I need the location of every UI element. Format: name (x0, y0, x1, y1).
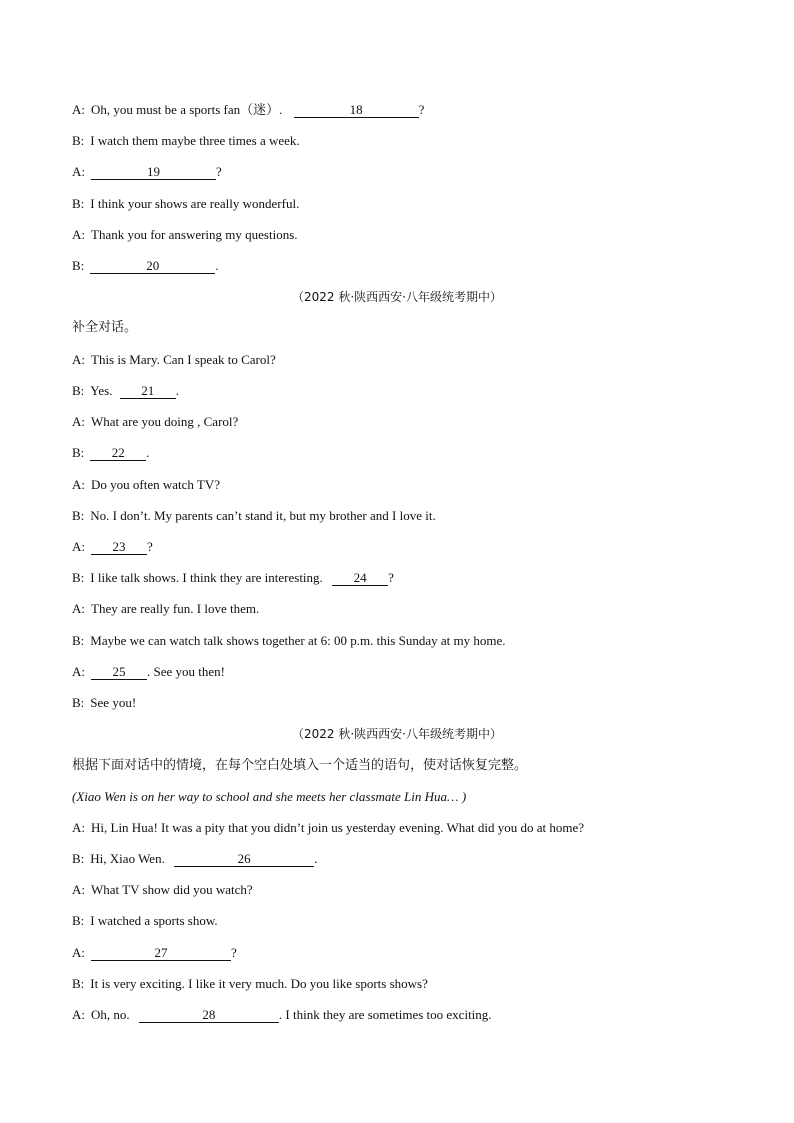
answer-blank[interactable]: 20 (90, 259, 215, 274)
speaker-label: A: (72, 227, 85, 242)
line-text: Oh, no. (91, 1007, 130, 1022)
answer-blank[interactable]: 25 (91, 665, 147, 680)
dialogue-line (72, 694, 136, 712)
line-punct: . I think they are sometimes too exciting. (278, 1007, 492, 1022)
line-text: Do you often watch TV? (91, 477, 221, 492)
source-caption: （2022 秋·陕西西安·八年级统考期中） (292, 290, 502, 304)
answer-blank[interactable]: 19 (91, 165, 216, 180)
speaker-label: A: (72, 601, 85, 616)
line-text: Oh, you must be a sports fan（迷）. (91, 102, 283, 117)
dialogue-line (72, 632, 506, 650)
line-punct: . (146, 445, 150, 460)
speaker-label: A: (72, 820, 85, 835)
speaker-label: A: (72, 414, 85, 429)
line-text: What are you doing , Carol? (91, 414, 239, 429)
answer-blank[interactable]: 24 (332, 571, 388, 586)
line-text: Thank you for answering my questions. (91, 227, 298, 242)
speaker-label: A: (72, 164, 85, 179)
dialogue-line (72, 850, 317, 868)
dialogue-line (72, 944, 237, 962)
line-text: Yes. (90, 383, 113, 398)
speaker-label: B: (72, 133, 85, 148)
speaker-label: B: (72, 633, 85, 648)
answer-blank[interactable]: 27 (91, 946, 231, 961)
dialogue-line (72, 476, 220, 494)
line-text: This is Mary. Can I speak to Carol? (91, 352, 276, 367)
line-text: They are really fun. I love them. (91, 601, 260, 616)
line-text: I think your shows are really wonderful. (90, 196, 300, 211)
speaker-label: B: (72, 976, 85, 991)
line-text: No. I don’t. My parents can’t stand it, but my brother and I love it. (90, 508, 436, 523)
line-text: I watched a sports show. (90, 913, 218, 928)
line-punct: ? (216, 164, 222, 179)
answer-blank[interactable]: 28 (139, 1008, 279, 1023)
speaker-label: A: (72, 945, 85, 960)
dialogue-line (72, 507, 436, 525)
answer-blank[interactable]: 26 (174, 852, 314, 867)
dialogue-line (72, 101, 424, 119)
speaker-label: A: (72, 477, 85, 492)
speaker-label: A: (72, 1007, 85, 1022)
speaker-label: B: (72, 695, 85, 710)
dialogue-line (72, 257, 219, 275)
line-punct: ? (147, 539, 153, 554)
dialogue-line (72, 132, 300, 150)
answer-blank[interactable]: 18 (294, 103, 419, 118)
dialogue-line (72, 195, 299, 213)
line-punct: ? (231, 945, 237, 960)
dialogue-line (72, 538, 153, 556)
instruction-text: 根据下面对话中的情境，在每个空白处填入一个适当的语句，使对话恢复完整。 (72, 758, 528, 773)
line-text: Hi, Lin Hua! It was a pity that you didn’t join us yesterday evening. What did you do at home? (91, 820, 585, 835)
dialogue-line (72, 444, 150, 462)
line-punct: ? (418, 102, 425, 117)
dialogue-line (72, 912, 218, 930)
speaker-label: A: (72, 352, 85, 367)
instruction-text: 补全对话。 (72, 320, 138, 335)
line-punct: . (314, 851, 318, 866)
line-punct: . See you then! (147, 664, 225, 679)
answer-blank[interactable]: 21 (120, 384, 176, 399)
dialogue-line (72, 382, 179, 400)
line-text: I like talk shows. I think they are interesting. (90, 570, 323, 585)
line-punct: ? (388, 570, 394, 585)
dialogue-line (72, 1006, 492, 1024)
dialogue-line (72, 413, 238, 431)
line-punct: . (215, 258, 219, 273)
dialogue-line (72, 663, 225, 681)
speaker-label: B: (72, 196, 85, 211)
line-text: See you! (90, 695, 137, 710)
line-text: It is very exciting. I like it very much. Do you like sports shows? (90, 976, 428, 991)
speaker-label: A: (72, 539, 85, 554)
dialogue-line (72, 819, 584, 837)
dialogue-line (72, 569, 394, 587)
line-text: Maybe we can watch talk shows together at 6: 00 p.m. this Sunday at my home. (90, 633, 506, 648)
line-text: Hi, Xiao Wen. (90, 851, 165, 866)
speaker-label: A: (72, 664, 85, 679)
answer-blank[interactable]: 23 (91, 540, 147, 555)
speaker-label: A: (72, 102, 85, 117)
dialogue-line (72, 351, 276, 369)
answer-blank[interactable]: 22 (90, 446, 146, 461)
source-caption: （2022 秋·陕西西安·八年级统考期中） (292, 727, 502, 741)
speaker-label: B: (72, 570, 85, 585)
dialogue-line (72, 600, 259, 618)
dialogue-line (72, 975, 428, 993)
line-punct: . (175, 383, 179, 398)
speaker-label: B: (72, 913, 85, 928)
speaker-label: B: (72, 508, 85, 523)
dialogue-line (72, 163, 222, 181)
line-text: What TV show did you watch? (91, 882, 253, 897)
speaker-label: A: (72, 882, 85, 897)
line-text: I watch them maybe three times a week. (90, 133, 300, 148)
speaker-label: B: (72, 445, 85, 460)
dialogue-line (72, 226, 298, 244)
speaker-label: B: (72, 851, 85, 866)
speaker-label: B: (72, 258, 85, 273)
context-text: (Xiao Wen is on her way to school and she meets her classmate Lin Hua… ) (72, 789, 467, 804)
dialogue-line (72, 881, 253, 899)
speaker-label: B: (72, 383, 85, 398)
